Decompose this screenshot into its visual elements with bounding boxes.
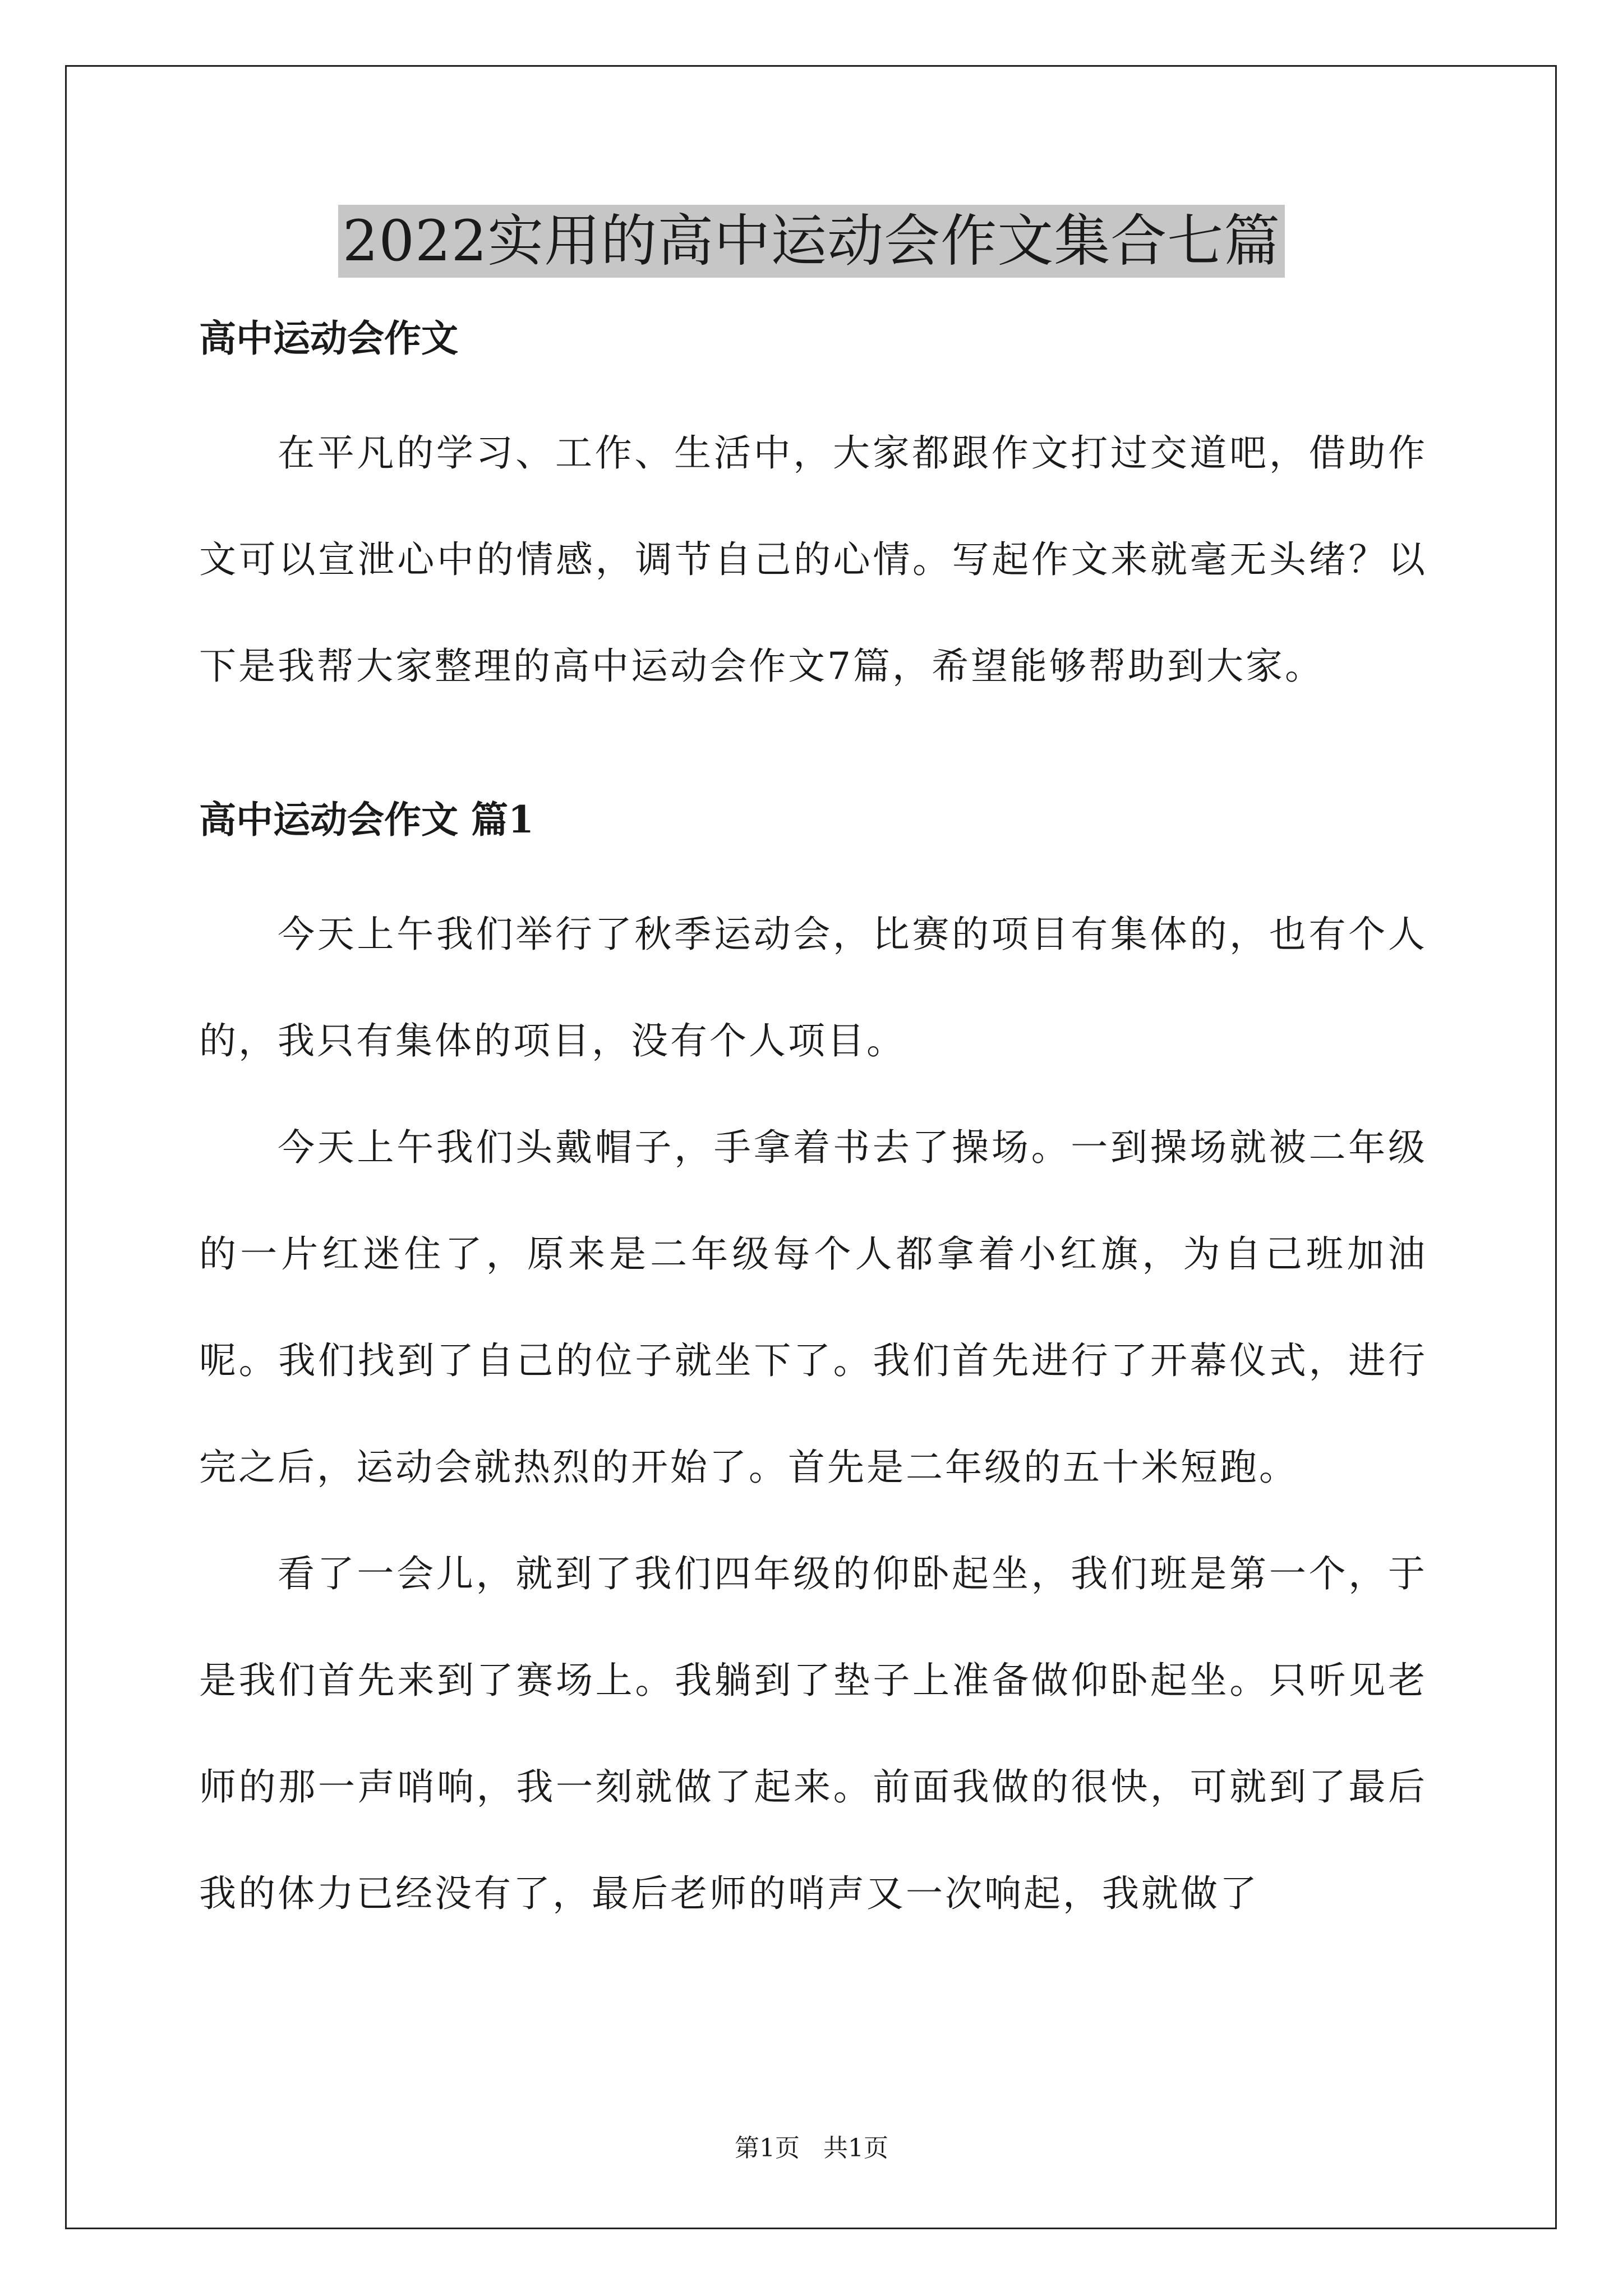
intro-paragraph: 在平凡的学习、工作、生活中，大家都跟作文打过交道吧，借助作文可以宣泄心中的情感，调节自己的心情。写起作文来就毫无头绪？以下是我帮大家整理的高中运动会作文7篇，希望能够帮助到大家。: [199, 431, 1427, 688]
part1-paragraph-1: 今天上午我们举行了秋季运动会，比赛的项目有集体的，也有个人的，我只有集体的项目，没有个人项目。: [199, 913, 1427, 1062]
document-title: 2022实用的高中运动会作文集合七篇: [338, 205, 1285, 278]
page-number-footer: 第1页 共1页: [735, 2134, 888, 2162]
document-body: [199, 311, 1427, 1947]
section-heading-intro: 高中运动会作文: [199, 316, 458, 360]
part1-paragraph-2: 今天上午我们头戴帽子，手拿着书去了操场。一到操场就被二年级的一片红迷住了，原来是二年级每个人都拿着小红旗，为自己班加油呢。我们找到了自己的位子就坐下了。我们首先进行了开幕仪式，进行完之后，运动会就热烈的开始了。首先是二年级的五十米短跑。: [199, 1126, 1427, 1489]
title-container: [0, 205, 1623, 278]
part1-paragraph-3: 看了一会儿，就到了我们四年级的仰卧起坐，我们班是第一个，于是我们首先来到了赛场上。我躺到了垫子上准备做仰卧起坐。只听见老师的那一声哨响，我一刻就做了起来。前面我做的很快，可就到了最后我的体力已经没有了，最后老师的哨声又一次响起，我就做了: [199, 1552, 1427, 1915]
section-heading-part1: 高中运动会作文 篇1: [199, 798, 534, 841]
